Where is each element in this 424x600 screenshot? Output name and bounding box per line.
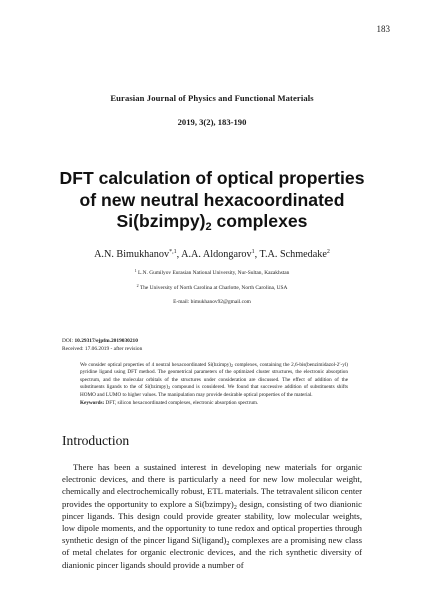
title-line-1: DFT calculation of optical properties (59, 168, 365, 188)
title-line-3-end: complexes (211, 211, 308, 231)
journal-issue: 2019, 3(2), 183-190 (177, 117, 247, 127)
section-heading-introduction: Introduction (62, 433, 130, 448)
introduction-body (62, 461, 362, 571)
intro-part-3: complexes are a promising new class of metal chelates for organic electronic devices, and the rich synthetic diversity of dianionic pincer ligands should provide a number of (62, 535, 362, 570)
introduction-paragraph (62, 461, 362, 571)
abstract-part-1: We consider optical properties of 4 neutral hexacoordinated Si(bzimpy) (80, 362, 232, 368)
author-email[interactable]: E-mail: bimukhanov92@gmail.com (173, 299, 251, 305)
keywords-label: Keywords: (80, 400, 105, 407)
title-line-2: of new neutral hexacoordinated (79, 189, 345, 210)
title-subscript: 2 (205, 221, 212, 233)
doi-label: DOI: (62, 338, 74, 344)
affiliation-1-text: L.N. Gumilyov Eurasian National University, Nur-Sultan, Kazakhstan (138, 270, 290, 276)
author-2: , A.A. Aldongarov (176, 249, 252, 260)
received-line (62, 346, 142, 352)
author-3: , T.A. Schmedake (254, 249, 327, 260)
author-1-marker: *,1 (169, 249, 177, 255)
affiliation-2-marker: 2 (136, 283, 139, 288)
abstract (80, 362, 348, 407)
abstract-subscript-1: 2 (231, 364, 233, 368)
intro-part-1: There has been a sustained interest in developing new materials for organic electronic devices, and there is particularly a need for new low molecular weight, chemically and electrochemically robust, ETL materials. The tetravalent silicon center provides the opportunity to explore a Si(bzimpy) (62, 462, 362, 509)
page-number: 183 (376, 24, 390, 34)
author-3-marker: 2 (326, 249, 330, 255)
intro-subscript-2: 2 (226, 541, 230, 548)
keywords (80, 400, 348, 407)
abstract-subscript-2: 2 (168, 386, 171, 391)
intro-subscript-1: 2 (233, 504, 237, 511)
author-list (0, 249, 424, 260)
author-1: A.N. Bimukhanov (94, 249, 170, 260)
received-label: Received: (62, 346, 84, 352)
affiliation-1 (0, 270, 424, 276)
author-2-marker: 1 (251, 249, 255, 255)
affiliation-1-marker: 1 (134, 268, 137, 273)
journal-name: Eurasian Journal of Physics and Functional Materials (110, 93, 314, 103)
abstract-text (80, 362, 348, 399)
affiliation-2-text: The University of North Carolina at Charlotte, North Carolina, USA (139, 285, 288, 291)
title-line-3: Si(bzimpy) (116, 211, 206, 231)
abstract-part-2: complexes, containing the 2,6-bis(benzimidazol-2′-yl) pyridine ligand using DFT method. The geometrical parameters of the optimized cluster structures, the electronic absorption spectrum, and the molecular orbitals of the structures under consideration are discussed. The effect of addition of the substituents ligands to the of Si(bzimpy) (80, 362, 348, 391)
keywords-text: DFT, silicon hexacoordinated complexes, electronic absorption spectrum. (105, 400, 259, 407)
paper-title (40, 168, 384, 233)
intro-part-2: design, consisting of two dianionic pincer ligands. This design could provide greater stability, low molecular weights, low dipole moments, and the opportunity to tune redox and optical properties through synthetic design of the pincer ligand Si(ligand) (62, 498, 363, 546)
affiliation-2 (0, 285, 424, 291)
received-date: 17.06.2019 - after revision (84, 346, 143, 352)
doi-link[interactable]: 10.29317/ejpfm.2019030210 (74, 338, 138, 344)
doi-line (62, 338, 138, 344)
abstract-part-3: compound is considered. We found that successive addition of substituents shifts HOMO and LUMO to higher values. The manipulation may provide desirable optical properties of the material. (80, 384, 348, 398)
